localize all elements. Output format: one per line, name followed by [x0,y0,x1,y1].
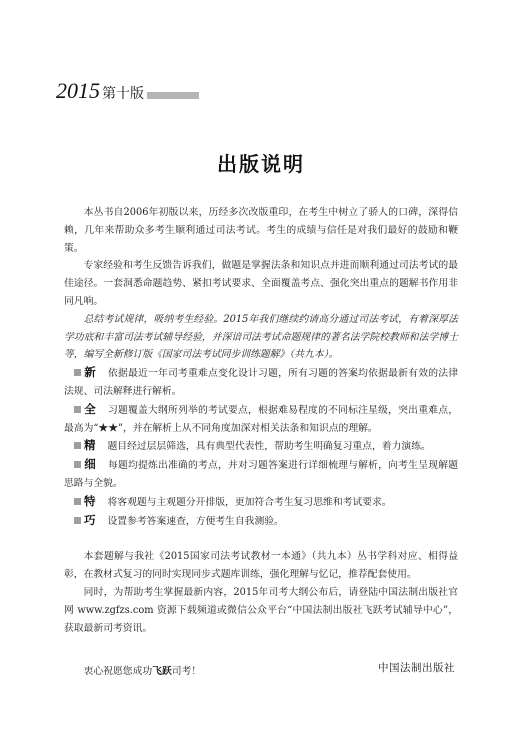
square-marker-icon [74,498,81,505]
feature-text: 习题覆盖大纲所列举的考试要点，根据难易程度的不同标注星级，突出重难点，最高为“★★”，并在解析上从不同角度加深对相关法条和知识点的理解。 [64,404,459,434]
paragraph-edition: 总结考试规律，吸纳考生经验。2015年我们继续约请高分通过司法考试，有着深厚法学功底和丰富司法考试辅导经验，并深谙司法考试命题规律的著名法学院校教师和法学博士等，编写全新修订版《国家司法考试同步训练题解》（共九本）。 [64,313,458,361]
paragraph-companion: 本套题解与我社《2015国家司法考试教材一本通》（共九本）丛书学科对应、相得益彰，在教材式复习的同时实现同步式题库训练，强化理解与忆记，推荐配套使用。 [64,551,458,581]
edition-year: 2015 [56,78,100,103]
feature-key: 巧 [84,512,96,527]
document-body [64,204,458,681]
edition-label: 第十版 [102,86,144,102]
feature-item [64,401,458,438]
feature-key: 细 [84,457,96,472]
feature-text: 设置参考答案速查，方便考生自我测验。 [107,515,284,527]
feature-text: 将客观题与主观题分开排版，更加符合考生复习思维和考试要求。 [107,496,392,508]
feature-key: 全 [84,401,96,416]
feature-item [64,437,458,456]
square-marker-icon [74,442,81,449]
feature-item [64,512,458,531]
feature-text: 题目经过层层筛选，具有典型代表性，帮助考生明确复习重点，着力演练。 [107,441,431,453]
feature-text: 依据最近一年司考重难点变化设计习题，所有习题的答案均依据最新有效的法律法规、司法解释进行解析。 [64,368,459,397]
paragraph-advice: 专家经验和考生反馈告诉我们，做题是掌握法条和知识点并进而顺利通过司法考试的最佳途径。一套洞悉命题趋势、紧扣考试要求、全面覆盖考点、强化突出重点的题解书作用非同凡响。 [64,260,458,307]
feature-item [64,456,458,493]
spacer [64,530,458,548]
feature-key: 精 [84,438,96,453]
edition-bar [147,92,199,99]
wish-after: 司考！ [171,666,202,678]
paragraph-intro: 本丛书自2006年初版以来，历经多次改版重印，在考生中树立了骄人的口碑，深得信赖，几年来帮助众多考生顺利通过司法考试。考生的成绩与信任是对我们最好的鼓励和鞭策。 [64,207,458,254]
wish-before: 衷心祝愿您成功 [83,666,153,678]
page-title: 出版说明 [217,152,305,176]
square-marker-icon [74,369,81,376]
square-marker-icon [74,461,81,468]
wish-emphasis: 飞跃 [152,666,172,678]
feature-item [64,364,458,401]
feature-item [64,493,458,512]
feature-key: 特 [84,493,96,508]
publisher-name: 中国法制出版社 [378,662,455,674]
paragraph-website: 同时，为帮助考生掌握最新内容，2015年司考大纲公布后，请登陆中国法制出版社官网 www.zgfzs.com 资源下载频道或微信公众平台“中国法制出版社飞跃考试辅导中心”，获取最新司考资讯。 [64,586,458,634]
square-marker-icon [74,406,81,413]
edition-heading [56,80,199,102]
feature-text: 每题均提炼出准确的考点，并对习题答案进行详细梳理与解析，向考生呈现解题思路与全貌。 [64,460,459,489]
square-marker-icon [74,517,81,524]
feature-key: 新 [84,365,96,380]
